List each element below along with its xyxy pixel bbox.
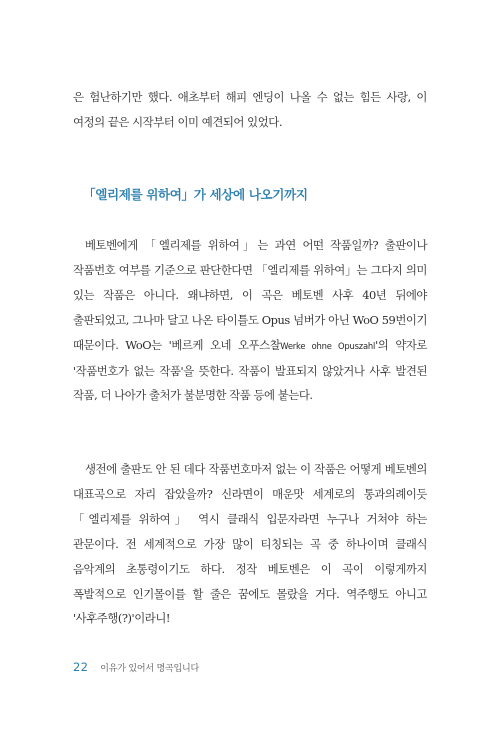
paragraph-text: '의 약자로 '작품번호가 없는 작품'을 뜻한다. 작품이 발표되지 않았거나 사후 발견된 작품, 더 나아가 출처가 불분명한 작품 등에 붙는다.	[73, 337, 427, 403]
body-paragraph: 생전에 출판도 안 된 데다 작품번호마저 없는 이 작품은 어떻게 베토벤의 대표곡으로 자리 잡았을까? 신라면이 매운맛 세계로의 통과의례이듯 「엘리제를 위하여」 역시 클래식 입문자라면 누구나 거쳐야 하는 관문이다. 전 세계적으로 가장 많이 티칭되는 곡 중 하나이며 클래식 음악계의 초통령이기도 하다. 정작 베토벤은 이 곡이 이렇게까지 폭발적으로 인기몰이를 할 줄은 꿈에도 몰랐을 거다. 역주행도 아니고 '사후주행(?)'이라니!	[73, 462, 427, 626]
foreign-term: Werke ohne Opuszahl	[280, 340, 376, 351]
body-paragraph	[73, 233, 427, 408]
page-footer	[73, 660, 199, 674]
page-number: 22	[73, 660, 89, 674]
section-heading: 「엘리제를 위하여」가 세상에 나오기까지	[83, 187, 308, 202]
continued-paragraph: 은 험난하기만 했다. 애초부터 해피 엔딩이 나올 수 없는 힘든 사랑, 이 여정의 끝은 시작부터 이미 예견되어 있었다.	[73, 90, 427, 129]
paragraph-text: 베토벤에게 「엘리제를 위하여」는 과연 어떤 작품일까? 출판이나 작품번호 여부를 기준으로 판단한다면 「엘리제를 위하여」는 그다지 의미 있는 작품은 아니다. 왜냐하면, 이 곡은 베토벤 사후 40년 뒤에야 출판되었고, 그나마 달고 나온 타이틀도 Opus 넘버가 아닌 WoO 59번이기 때문이다. WoO는 '베르케 오네 오푸스찰	[73, 238, 427, 352]
running-title: 이유가 있어서 명곡입니다	[100, 664, 199, 674]
